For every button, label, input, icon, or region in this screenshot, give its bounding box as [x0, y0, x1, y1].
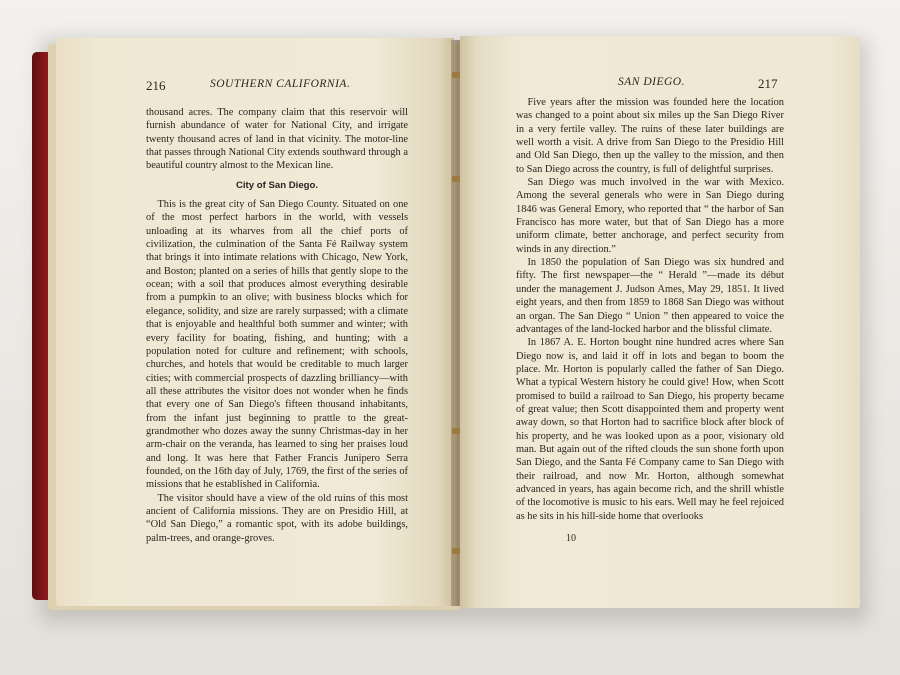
left-intro-paragraph: thousand acres. The company claim that this reservoir will furnish abundance of water for National City, and irrigate twenty thousand acres of land in that vicinity. The motor-line that passes through National City extends southward through a beautiful country almost to the Mexican line.: [146, 107, 408, 172]
left-paragraph-1: This is the great city of San Diego County. Situated on one of the most perfect harbors in the world, with vessels unloading at its wharves from all the chief ports of civilization, the culmination of the Santa Fé Railway system that brings it into intimate relations with Chicago, New York, and Boston; planted on a series of hills that gently slope to the ocean; with a soil that produces almost everything desirable from a pumpkin to an olive; with business blocks which for elegance, solidity, and size are rarely surpassed; with a climate that is enjoyable and healthful both summer and winter; with every facility for boating, fishing, and hunting; with a population noted for culture and refinement; with schools, churches, and hotels that would be creditable to much larger cities; with commercial prospects of dazzling brilliancy—with all these attributes the visitor does not wonder when he finds that every one of San Diego's fifteen thousand inhabitants, from the infant just beginning to prattle to the great-grandmother who dozes away the sunny Christmas-day in her arm-chair on the veranda, has learned to sing her praises loud and long. It was here that Father Francis Junipero Serra founded, on the 16th day of July, 1769, the first of the series of missions that he established in California.: [146, 199, 408, 491]
right-paragraph-1: Five years after the mission was founded here the location was changed to a point about six miles up the San Diego River in a very fertile valley. The ruins of these later buildings are well worth a visit. A drive from San Diego to the Presidio Hill and Old San Diego, then up the valley to the mission, and then to San Diego across the country, is full of delightful surprises.: [516, 97, 784, 175]
right-paragraph-3: In 1850 the population of San Diego was six hundred and fifty. The first newspaper—the “ Herald ”—made its début under the management J. Judson Ames, May 29, 1851. It lived eight years, and then from 1859 to 1868 San Diego was without an organ. The San Diego “ Union ” then appeared to voice the advantages of the land-locked harbor and the blissful climate.: [516, 257, 784, 335]
left-paragraph-2: The visitor should have a view of the old ruins of this most ancient of California missions. They are on Presidio Hill, at “Old San Diego,” a romantic spot, with its adobe buildings, palm-trees, and orange-groves.: [146, 492, 408, 544]
right-page: [460, 36, 860, 608]
right-page-body: [516, 96, 784, 523]
page-number-right: 217: [758, 76, 778, 91]
section-heading: City of San Diego.: [235, 179, 319, 191]
left-page: [56, 38, 454, 606]
right-paragraph-4: In 1867 A. E. Horton bought nine hundred acres where San Diego now is, and laid it off in lots and began to boom the place. Mr. Horton is popularly called the father of San Diego. What a typical Western history he could give! How, when Scott promised to build a railroad to San Diego, his property became of great value; then Scott disappointed them and property went away down, so that Horton had to sacrifice block after block of his property, and he was looked upon as a poor, visionary old man. But again out of the rifted clouds the sun shone forth upon San Diego, and the Santa Fé Company came to San Diego with their railroad, and now Mr. Horton, although somewhat advanced in years, has again become rich, and the shrill whistle of the locomotive is music to his ears. Well may he feel rejoiced as he sits in his hill-side home that overlooks: [516, 337, 784, 522]
running-head-left: SOUTHERN CALIFORNIA.: [210, 78, 351, 90]
page-number-left: 216: [146, 78, 166, 93]
left-page-body: [146, 106, 408, 545]
right-paragraph-2: San Diego was much involved in the war with Mexico. Among the several generals who were in San Diego during 1846 was General Emory, who reported that “ the harbor of San Francisco has more water, but that of San Diego has a more uniform climate, better anchorage, and perfect security from winds in any direction.”: [516, 177, 784, 255]
signature-mark: 10: [566, 533, 576, 544]
running-head-right: SAN DIEGO.: [618, 76, 685, 88]
